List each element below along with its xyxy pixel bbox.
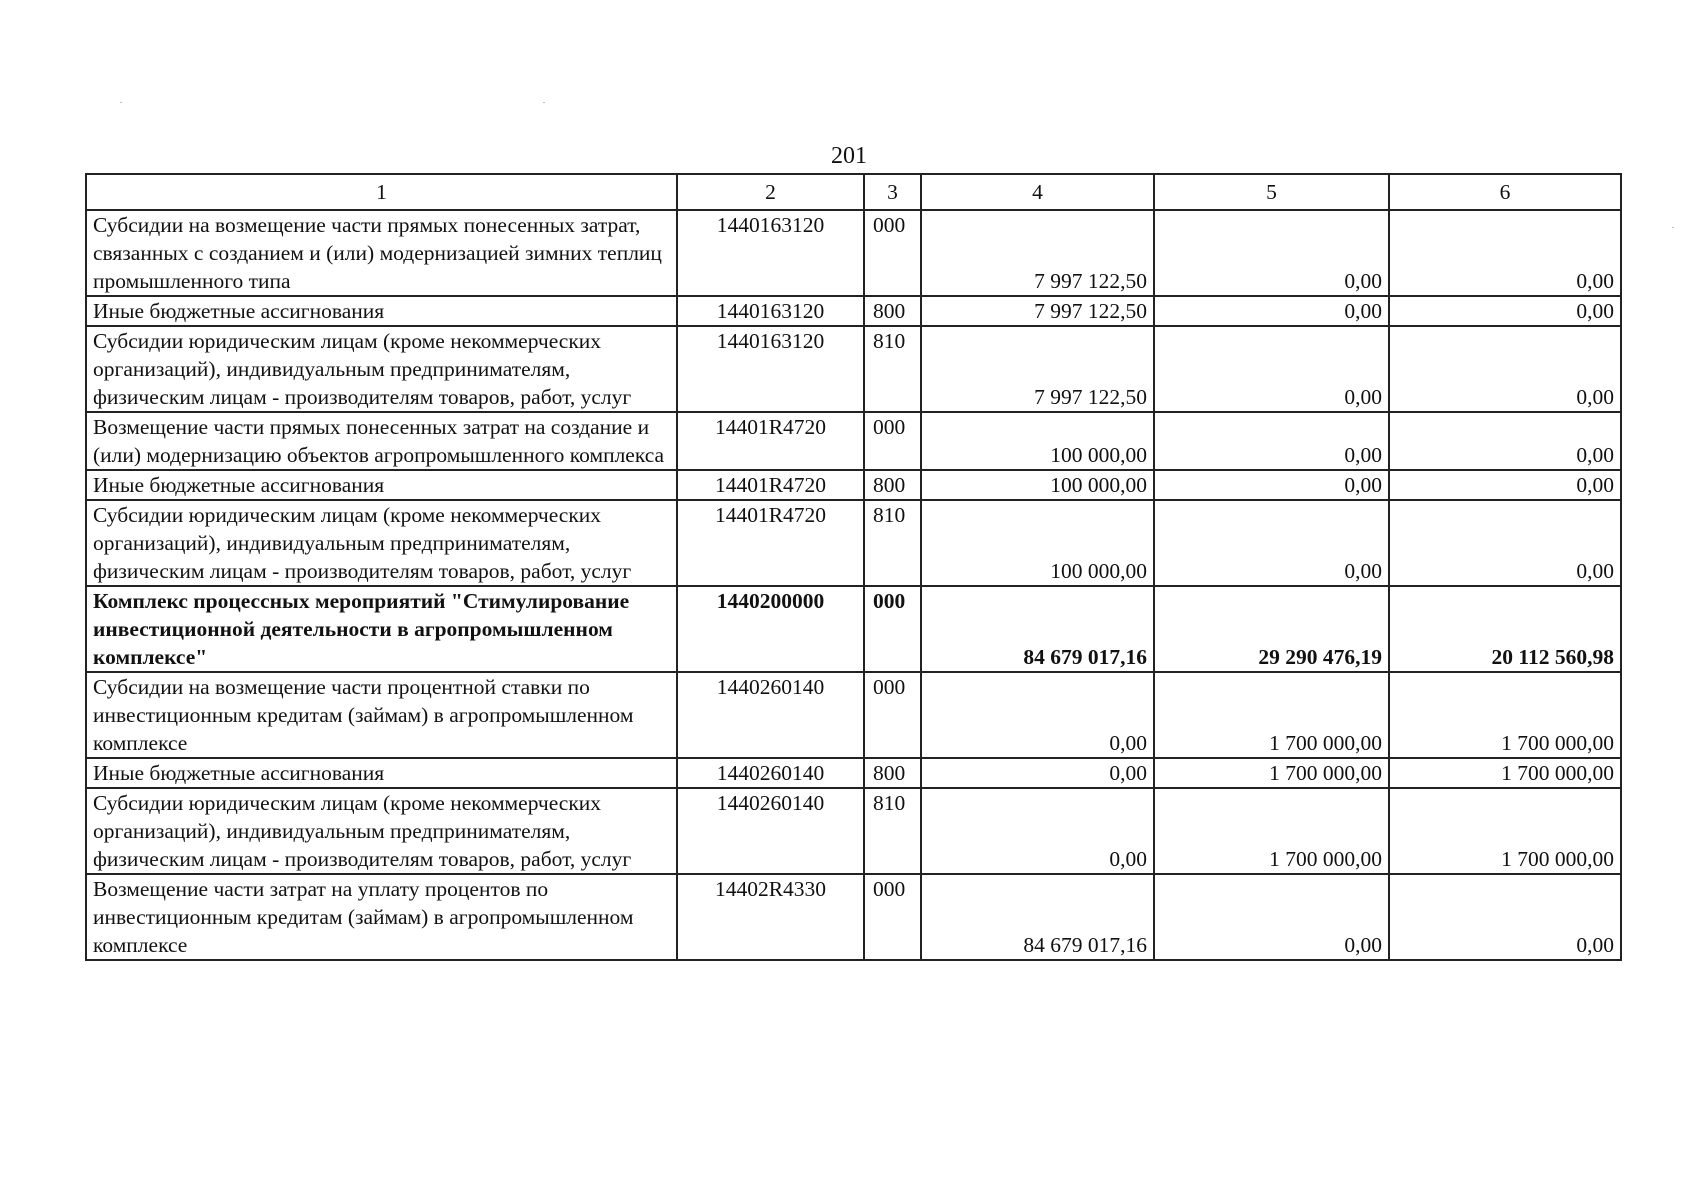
- table-row: [86, 210, 1621, 296]
- row-target-code-cell: 1440163120: [677, 326, 864, 412]
- row-name-cell: Субсидии на возмещение части прямых понесенных затрат, связанных с созданием и (или) модернизацией зимних теплиц промышленного типа: [86, 210, 677, 296]
- row-value-col4-cell: 0,00: [921, 672, 1154, 758]
- header-row: [86, 174, 1621, 210]
- row-value-col5-cell: 0,00: [1154, 500, 1389, 586]
- row-name-cell: Субсидии юридическим лицам (кроме некоммерческих организаций), индивидуальным предпринимателям, физическим лицам - производителям товаров, работ, услуг: [86, 326, 677, 412]
- row-expense-type-cell: 000: [864, 586, 921, 672]
- row-value-col4-cell: 7 997 122,50: [921, 210, 1154, 296]
- row-name-cell: Иные бюджетные ассигнования: [86, 758, 677, 788]
- row-value-col5-cell: 1 700 000,00: [1154, 788, 1389, 874]
- row-target-code-cell: 1440163120: [677, 210, 864, 296]
- row-value-col4-cell: 0,00: [921, 758, 1154, 788]
- row-target-code-cell: 14401R4720: [677, 470, 864, 500]
- scan-speck: [120, 102, 122, 103]
- row-value-col5-cell: 0,00: [1154, 210, 1389, 296]
- table-row: [86, 470, 1621, 500]
- row-expense-type-cell: 800: [864, 758, 921, 788]
- row-target-code-cell: 1440260140: [677, 672, 864, 758]
- row-value-col4-cell: 7 997 122,50: [921, 296, 1154, 326]
- row-name-cell: Субсидии юридическим лицам (кроме некоммерческих организаций), индивидуальным предпринимателям, физическим лицам - производителям товаров, работ, услуг: [86, 500, 677, 586]
- row-value-col6-cell: 0,00: [1389, 296, 1621, 326]
- row-name-cell: Иные бюджетные ассигнования: [86, 296, 677, 326]
- row-target-code-cell: 1440260140: [677, 788, 864, 874]
- row-value-col5-cell: 0,00: [1154, 874, 1389, 960]
- table-row: [86, 500, 1621, 586]
- row-value-col6-cell: 20 112 560,98: [1389, 586, 1621, 672]
- column-header-4: 4: [921, 174, 1154, 210]
- row-expense-type-cell: 800: [864, 296, 921, 326]
- table-row: [86, 296, 1621, 326]
- row-name-cell: Возмещение части затрат на уплату процентов по инвестиционным кредитам (займам) в агропромышленном комплексе: [86, 874, 677, 960]
- row-target-code-cell: 1440163120: [677, 296, 864, 326]
- row-value-col6-cell: 1 700 000,00: [1389, 758, 1621, 788]
- row-value-col4-cell: 84 679 017,16: [921, 874, 1154, 960]
- row-value-col6-cell: 0,00: [1389, 326, 1621, 412]
- table-row: [86, 874, 1621, 960]
- scan-speck: [1672, 227, 1674, 228]
- row-value-col5-cell: 29 290 476,19: [1154, 586, 1389, 672]
- row-value-col4-cell: 84 679 017,16: [921, 586, 1154, 672]
- column-header-3: 3: [864, 174, 921, 210]
- row-value-col5-cell: 0,00: [1154, 470, 1389, 500]
- row-target-code-cell: 1440260140: [677, 758, 864, 788]
- table-row: [86, 788, 1621, 874]
- row-target-code-cell: 14401R4720: [677, 412, 864, 470]
- row-target-code-cell: 14402R4330: [677, 874, 864, 960]
- row-expense-type-cell: 800: [864, 470, 921, 500]
- column-header-5: 5: [1154, 174, 1389, 210]
- row-value-col4-cell: 100 000,00: [921, 500, 1154, 586]
- row-value-col5-cell: 0,00: [1154, 412, 1389, 470]
- row-value-col5-cell: 1 700 000,00: [1154, 758, 1389, 788]
- row-value-col6-cell: 0,00: [1389, 874, 1621, 960]
- row-value-col4-cell: 0,00: [921, 788, 1154, 874]
- row-name-cell: Субсидии юридическим лицам (кроме некоммерческих организаций), индивидуальным предпринимателям, физическим лицам - производителям товаров, работ, услуг: [86, 788, 677, 874]
- row-target-code-cell: 1440200000: [677, 586, 864, 672]
- row-value-col6-cell: 1 700 000,00: [1389, 788, 1621, 874]
- row-expense-type-cell: 810: [864, 326, 921, 412]
- row-value-col6-cell: 0,00: [1389, 470, 1621, 500]
- column-header-2: 2: [677, 174, 864, 210]
- page-number: 201: [831, 143, 867, 169]
- row-name-cell: Комплекс процессных мероприятий "Стимулирование инвестиционной деятельности в агропромышленном комплексе": [86, 586, 677, 672]
- row-name-cell: Возмещение части прямых понесенных затрат на создание и (или) модернизацию объектов агропромышленного комплекса: [86, 412, 677, 470]
- row-value-col5-cell: 0,00: [1154, 326, 1389, 412]
- row-target-code-cell: 14401R4720: [677, 500, 864, 586]
- row-value-col5-cell: 1 700 000,00: [1154, 672, 1389, 758]
- scan-speck: [543, 102, 545, 103]
- table-body: [86, 210, 1621, 960]
- row-expense-type-cell: 810: [864, 500, 921, 586]
- row-value-col4-cell: 7 997 122,50: [921, 326, 1154, 412]
- row-value-col6-cell: 0,00: [1389, 500, 1621, 586]
- budget-table: [85, 173, 1622, 961]
- table-row: [86, 326, 1621, 412]
- row-value-col6-cell: 1 700 000,00: [1389, 672, 1621, 758]
- column-header-6: 6: [1389, 174, 1621, 210]
- row-value-col5-cell: 0,00: [1154, 296, 1389, 326]
- row-name-cell: Субсидии на возмещение части процентной ставки по инвестиционным кредитам (займам) в агропромышленном комплексе: [86, 672, 677, 758]
- row-expense-type-cell: 000: [864, 672, 921, 758]
- row-value-col6-cell: 0,00: [1389, 210, 1621, 296]
- row-value-col4-cell: 100 000,00: [921, 412, 1154, 470]
- row-name-cell: Иные бюджетные ассигнования: [86, 470, 677, 500]
- table-row: [86, 672, 1621, 758]
- table-row: [86, 758, 1621, 788]
- table-row: [86, 586, 1621, 672]
- row-expense-type-cell: 000: [864, 210, 921, 296]
- row-expense-type-cell: 000: [864, 874, 921, 960]
- table-row: [86, 412, 1621, 470]
- column-header-1: 1: [86, 174, 677, 210]
- row-expense-type-cell: 810: [864, 788, 921, 874]
- row-value-col6-cell: 0,00: [1389, 412, 1621, 470]
- row-expense-type-cell: 000: [864, 412, 921, 470]
- row-value-col4-cell: 100 000,00: [921, 470, 1154, 500]
